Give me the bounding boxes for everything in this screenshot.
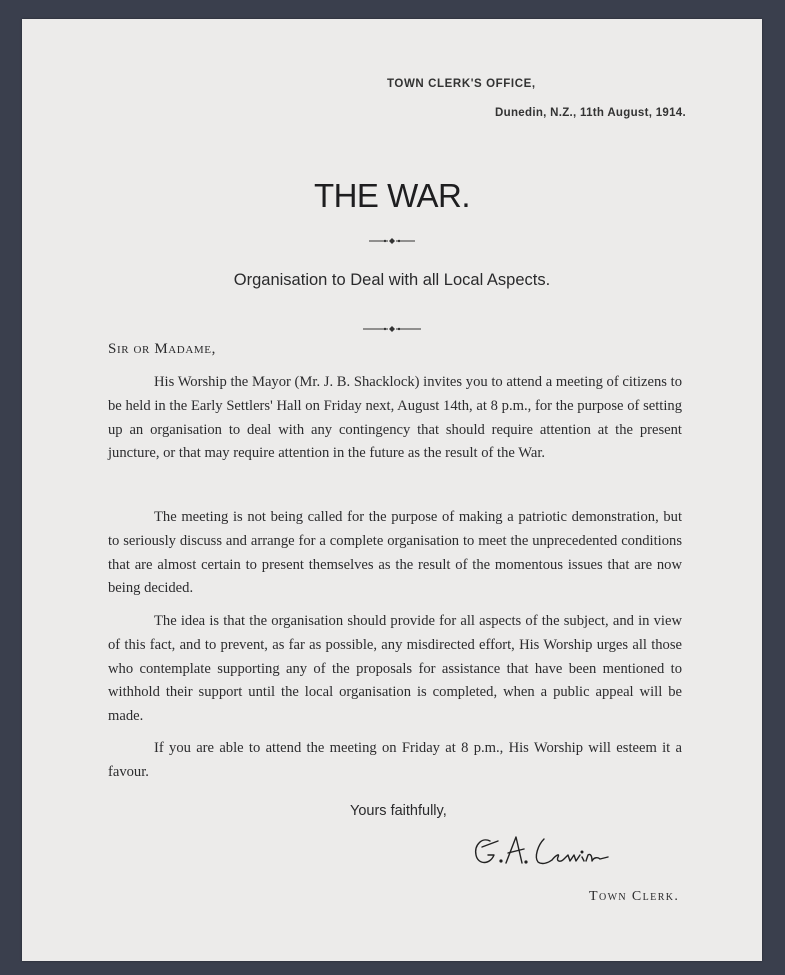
closing: Yours faithfully, — [350, 803, 447, 819]
letter-sheet — [22, 19, 762, 961]
body-paragraph: The idea is that the organisation should provide for all aspects of the subject, and in view of this fact, and to prevent, as far as possible, any misdirected effort, His Worship urges all those who contemplate supporting any of the proposals for assistance that have been mentioned to withhold their support until the local organisation is completed, when a public appeal will be made. — [108, 613, 682, 725]
document-subtitle: Organisation to Deal with all Local Aspects. — [233, 271, 551, 289]
salutation: Sir or Madame, — [108, 341, 216, 357]
document-title: THE WAR. — [313, 177, 471, 214]
body-paragraph: The meeting is not being called for the purpose of making a patriotic demonstration, but to seriously discuss and arrange for a complete organisation to meet the unprecedented conditions that are almost certain to present themselves as the result of the momentous issues that are now being decided. — [108, 509, 682, 597]
dateline: Dunedin, N.Z., 11th August, 1914. — [495, 107, 686, 119]
body-paragraph: If you are able to attend the meeting on Friday at 8 p.m., His Worship will esteem it a favour. — [108, 740, 682, 780]
office-heading: TOWN CLERK'S OFFICE, — [387, 78, 536, 90]
handwritten-signature — [468, 827, 618, 882]
signer-title: Town Clerk. — [589, 889, 680, 904]
divider-ornament — [22, 320, 762, 338]
body-paragraph: His Worship the Mayor (Mr. J. B. Shacklock) invites you to attend a meeting of citizens to be held in the Early Settlers' Hall on Friday next, August 14th, at 8 p.m., for the purpose of setting up an organisation to deal with any contingency that should require attention at the present juncture, or that may require attention in the future as the result of the War. — [108, 374, 682, 462]
divider-ornament — [22, 232, 762, 250]
